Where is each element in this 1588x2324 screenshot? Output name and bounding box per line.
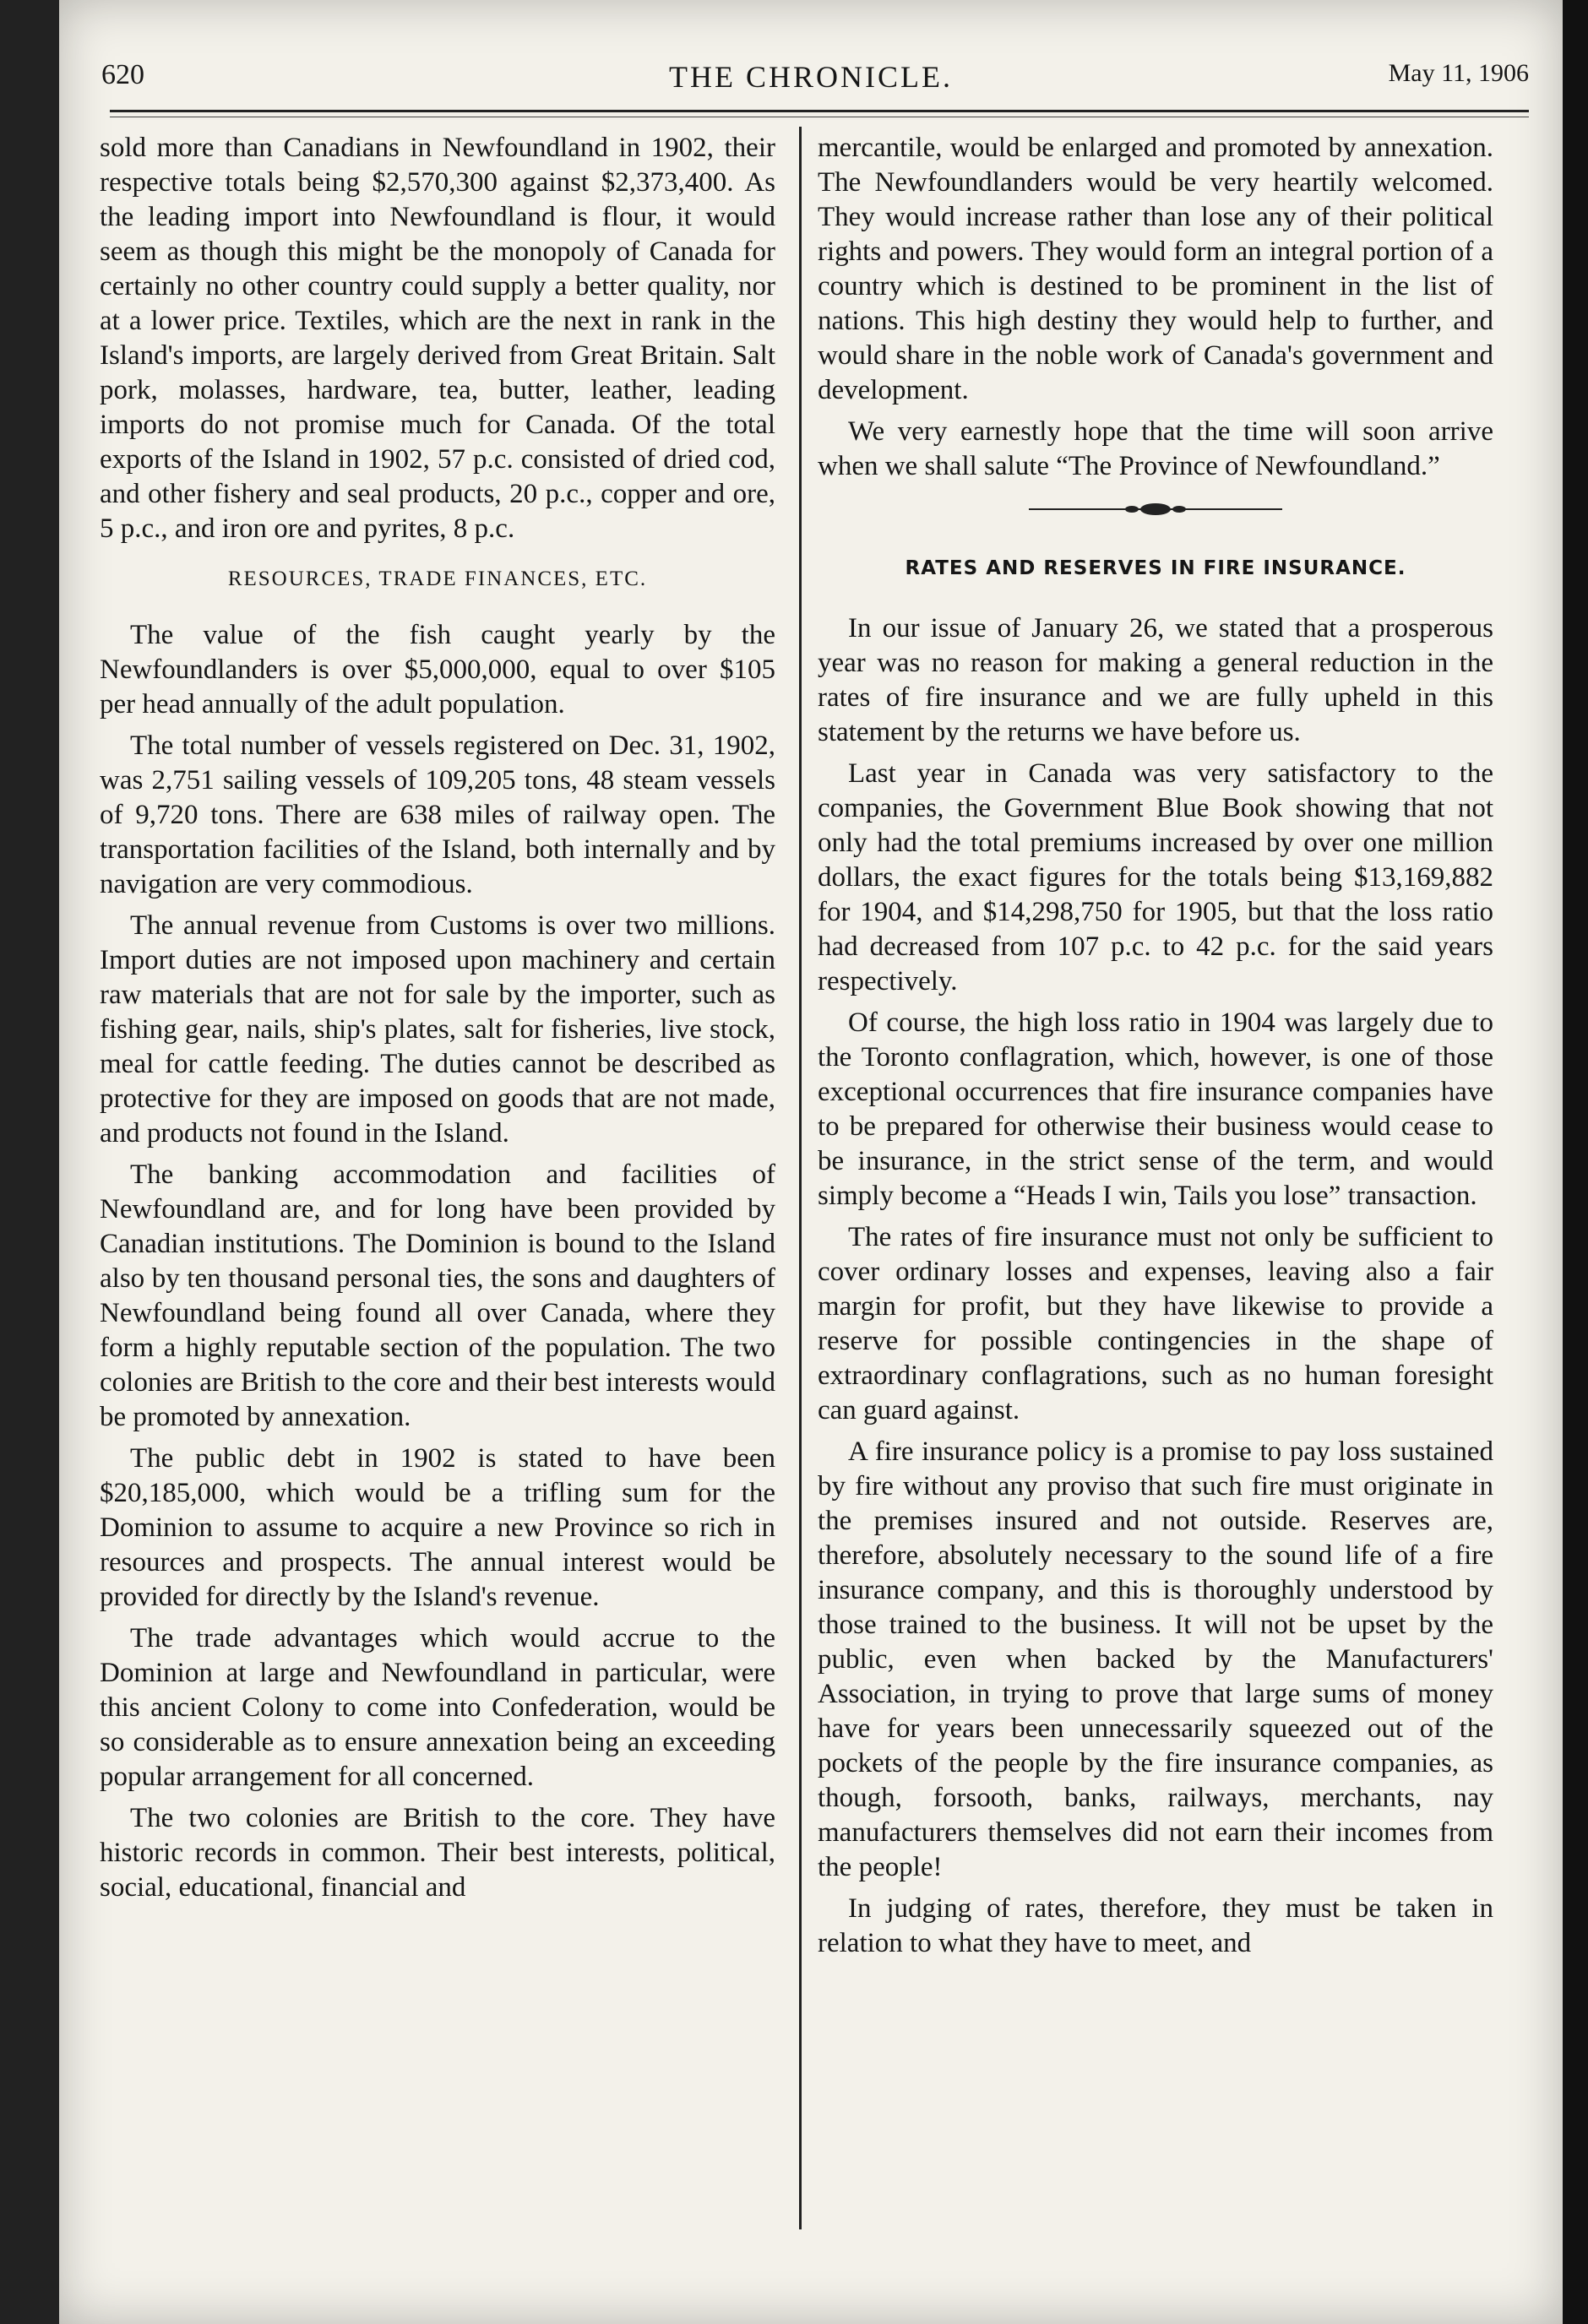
- page-number: 620: [101, 59, 144, 90]
- scan-left-edge: [0, 0, 59, 2324]
- running-title: THE CHRONICLE.: [669, 60, 953, 94]
- left-column: [100, 131, 775, 1912]
- column-divider: [799, 127, 802, 2229]
- paragraph: A fire insurance policy is a promise to pay loss sustained by fire without any proviso that such fire must originate in the premises insured and not outside. Reserves are, therefore, absolutely necessary to the sound life of a fire insurance company, and this is thoroughly understood by those trained to the business. It will not be upset by the public, even when backed by the Manufacturers' Association, in trying to prove that large sums of money have for years been unnecessarily squeezed out of the pockets of the people by the fire insurance companies, as though, forsooth, banks, railways, merchants, nay manufacturers themselves did not earn their incomes from the people!: [818, 1436, 1493, 1882]
- paragraph: The two colonies are British to the core. They have historic records in common. Their best interests, political, social, educational, financial and: [100, 1803, 775, 1903]
- paragraph: The total number of vessels registered on Dec. 31, 1902, was 2,751 sailing vessels of 109,205 tons, 48 steam vessels of 9,720 tons. There are 638 miles of railway open. The transportation facilities of the Island, both internally and by navigation are very commodious.: [100, 730, 775, 899]
- paragraph: The rates of fire insurance must not only be sufficient to cover ordinary losses and expenses, leaving also a fair margin for profit, but they have likewise to provide a reserve for possible contingencies in the shape of extraordinary conflagrations, such as no human foresight can guard against.: [818, 1222, 1493, 1425]
- right-column: [818, 131, 1493, 1968]
- paragraph: We very earnestly hope that the time will soon arrive when we shall salute “The Province of Newfoundland.”: [818, 416, 1493, 481]
- ornament-divider: [1029, 501, 1282, 518]
- header-rule: [110, 110, 1529, 117]
- section-heading: RESOURCES, TRADE FINANCES, ETC.: [227, 567, 648, 590]
- article-title: RATES AND RESERVES IN FIRE INSURANCE.: [905, 557, 1406, 579]
- paragraph: The trade advantages which would accrue to the Dominion at large and Newfoundland in particular, were this ancient Colony to come into Confederation, would be so considerable as to ensure annexation being an exceeding popular arrangement for all concerned.: [100, 1623, 775, 1792]
- paragraph: Last year in Canada was very satisfactory to the companies, the Government Blue Book showing that not only had the total premiums increased by over one million dollars, the exact figures for the totals being $13,169,882 for 1904, and $14,298,750 for 1905, but that the loss ratio had decreased from 107 p.c. to 42 p.c. for the said years respectively.: [818, 758, 1493, 996]
- paragraph: In our issue of January 26, we stated that a prosperous year was no reason for making a general reduction in the rates of fire insurance and we are fully upheld in this statement by the returns we have before us.: [818, 613, 1493, 747]
- paragraph: sold more than Canadians in Newfoundland in 1902, their respective totals being $2,570,300 against $2,373,400. As the leading import into Newfoundland is flour, it would seem as though this might be the monopoly of Canada for certainly no other country could supply a better quality, nor at a lower price. Textiles, which are the next in rank in the Island's imports, are largely derived from Great Britain. Salt pork, molasses, hardware, tea, butter, leather, leading imports do not promise much for Canada. Of the total exports of the Island in 1902, 57 p.c. consisted of dried cod, and other fishery and seal products, 20 p.c., copper and ore, 5 p.c., and iron ore and pyrites, 8 p.c.: [100, 133, 775, 544]
- paragraph: The banking accommodation and facilities of Newfoundland are, and for long have been provided by Canadian institutions. The Dominion is bound to the Island also by ten thousand personal ties, the sons and daughters of Newfoundland being found all over Canada, where they form a highly reputable section of the population. The two colonies are British to the core and their best interests would be promoted by annexation.: [100, 1159, 775, 1432]
- paragraph: The value of the fish caught yearly by the Newfoundlanders is over $5,000,000, equal to over $105 per head annually of the adult population.: [100, 620, 775, 719]
- page-header: [59, 59, 1563, 110]
- newspaper-page: [59, 0, 1563, 2324]
- paragraph: mercantile, would be enlarged and promoted by annexation. The Newfoundlanders would be very heartily welcomed. They would increase rather than lose any of their political rights and powers. They would form an integral portion of a country which is destined to be prominent in the list of nations. This high destiny they would help to further, and would share in the noble work of Canada's government and development.: [818, 133, 1493, 405]
- paragraph: In judging of rates, therefore, they must be taken in relation to what they have to meet, and: [818, 1893, 1493, 1958]
- paragraph: Of course, the high loss ratio in 1904 was largely due to the Toronto conflagration, which, however, is one of those exceptional occurrences that fire insurance companies have to be prepared for otherwise their business would cease to be insurance, in the strict sense of the term, and would simply become a “Heads I win, Tails you lose” transaction.: [818, 1007, 1493, 1211]
- scan-right-edge: [1563, 0, 1588, 2324]
- paragraph: The annual revenue from Customs is over two millions. Import duties are not imposed upon machinery and certain raw materials that are not for sale by the importer, such as fishing gear, nails, ship's plates, salt for fisheries, live stock, meal for cattle feeding. The duties cannot be described as protective for they are imposed on goods that are not made, and products not found in the Island.: [100, 910, 775, 1148]
- issue-date: May 11, 1906: [1388, 59, 1529, 87]
- paragraph: The public debt in 1902 is stated to have been $20,185,000, which would be a trifling sum for the Dominion to assume to acquire a new Province so rich in resources and prospects. The annual interest would be provided for directly by the Island's revenue.: [100, 1443, 775, 1612]
